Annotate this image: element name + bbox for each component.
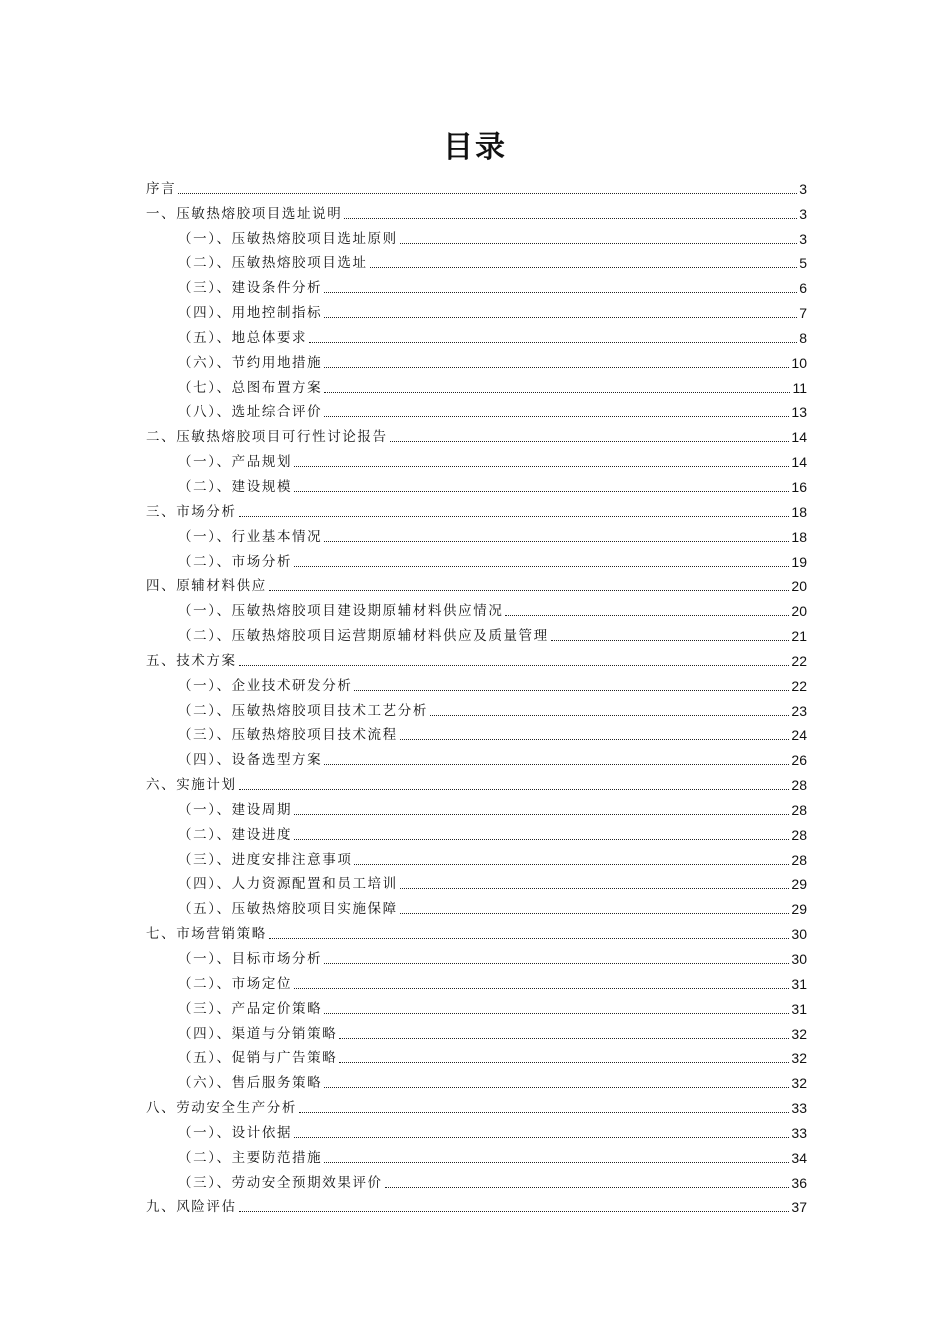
toc-section-entry[interactable] <box>146 1143 807 1168</box>
toc-chapter-entry[interactable] <box>146 199 807 224</box>
toc-section-entry[interactable] <box>146 969 807 994</box>
toc-entry-title: （三）、产品定价策略 <box>178 1000 323 1017</box>
toc-section-entry[interactable] <box>146 1019 807 1044</box>
toc-dot-leader <box>299 1112 789 1113</box>
toc-dot-leader <box>324 392 790 393</box>
toc-page-number: 37 <box>791 1199 807 1216</box>
toc-entry-title: 九、风险评估 <box>146 1199 237 1216</box>
toc-dot-leader <box>400 739 790 740</box>
toc-section-entry[interactable] <box>146 745 807 770</box>
toc-section-entry[interactable] <box>146 1118 807 1143</box>
toc-entry-title: 三、市场分析 <box>146 503 237 520</box>
toc-dot-leader <box>309 342 797 343</box>
toc-entry-title: （一）、企业技术研发分析 <box>178 677 353 694</box>
toc-section-entry[interactable] <box>146 398 807 423</box>
toc-entry-title: （三）、劳动安全预期效果评价 <box>178 1174 383 1191</box>
toc-entry-title: （二）、市场分析 <box>178 553 293 570</box>
toc-list <box>146 174 807 1217</box>
toc-page-number: 33 <box>791 1124 807 1141</box>
toc-dot-leader <box>269 590 790 591</box>
toc-title: 目录 <box>443 130 507 165</box>
toc-section-entry[interactable] <box>146 721 807 746</box>
toc-page-number: 30 <box>791 951 807 967</box>
toc-entry-title: （二）、市场定位 <box>178 975 293 992</box>
toc-section-entry[interactable] <box>146 348 807 373</box>
toc-section-entry[interactable] <box>146 894 807 919</box>
toc-page-number: 19 <box>791 553 807 570</box>
toc-dot-leader <box>339 1062 789 1063</box>
toc-page-number: 32 <box>791 1025 807 1042</box>
toc-page-number: 28 <box>791 777 807 794</box>
toc-dot-leader <box>324 1162 789 1163</box>
toc-chapter-entry[interactable] <box>146 919 807 944</box>
toc-dot-leader <box>324 367 789 368</box>
toc-dot-leader <box>239 665 790 666</box>
toc-entry-title: （一）、建设周期 <box>178 801 293 818</box>
toc-section-entry[interactable] <box>146 522 807 547</box>
toc-page-number: 16 <box>791 478 807 495</box>
toc-entry-title: 一、压敏热熔胶项目选址说明 <box>146 205 343 222</box>
toc-page-number: 3 <box>799 230 807 247</box>
toc-entry-title: （五）、促销与广告策略 <box>178 1050 338 1067</box>
toc-entry-title: （三）、进度安排注意事项 <box>178 851 353 868</box>
toc-dot-leader <box>178 193 797 194</box>
toc-page-number: 32 <box>791 1050 807 1067</box>
toc-section-entry[interactable] <box>146 596 807 621</box>
toc-entry-title: （四）、设备选型方案 <box>178 752 323 769</box>
toc-page-number: 36 <box>791 1174 807 1191</box>
toc-page-number: 32 <box>791 1075 807 1092</box>
toc-page-number: 22 <box>791 677 807 694</box>
toc-chapter-entry[interactable] <box>146 497 807 522</box>
toc-section-entry[interactable] <box>146 870 807 895</box>
toc-entry-title: （二）、压敏热熔胶项目选址 <box>178 255 368 272</box>
toc-dot-leader <box>294 491 789 492</box>
toc-section-entry[interactable] <box>146 621 807 646</box>
toc-dot-leader <box>324 541 789 542</box>
toc-chapter-entry[interactable] <box>146 770 807 795</box>
toc-page-number: 28 <box>791 851 807 868</box>
toc-page-number: 26 <box>791 752 807 769</box>
toc-entry-title: （四）、渠道与分销策略 <box>178 1025 338 1042</box>
toc-section-entry[interactable] <box>146 1044 807 1069</box>
toc-section-entry[interactable] <box>146 820 807 845</box>
toc-page-number: 31 <box>791 975 807 992</box>
toc-page-number: 28 <box>791 801 807 818</box>
toc-dot-leader <box>294 466 789 467</box>
toc-page-number: 6 <box>799 280 807 297</box>
toc-dot-leader <box>239 1211 790 1212</box>
toc-section-entry[interactable] <box>146 994 807 1019</box>
toc-dot-leader <box>370 267 798 268</box>
toc-section-entry[interactable] <box>146 696 807 721</box>
toc-page-number: 33 <box>791 1100 807 1117</box>
toc-dot-leader <box>294 839 789 840</box>
toc-entry-title: （三）、建设条件分析 <box>178 280 323 297</box>
toc-entry-title: 六、实施计划 <box>146 777 237 794</box>
toc-page-number: 14 <box>791 454 807 471</box>
toc-entry-title: （四）、人力资源配置和员工培训 <box>178 876 398 893</box>
toc-page-number: 23 <box>791 702 807 719</box>
toc-section-entry[interactable] <box>146 944 807 969</box>
toc-dot-leader <box>324 292 797 293</box>
toc-dot-leader <box>324 1013 789 1014</box>
toc-entry-title: （五）、地总体要求 <box>178 329 308 346</box>
toc-dot-leader <box>239 516 790 517</box>
toc-entry-title: 八、劳动安全生产分析 <box>146 1100 297 1117</box>
toc-section-entry[interactable] <box>146 273 807 298</box>
toc-entry-title: （一）、压敏热熔胶项目选址原则 <box>178 230 398 247</box>
toc-entry-title: （一）、设计依据 <box>178 1124 293 1141</box>
toc-page-number: 21 <box>791 628 807 645</box>
toc-entry-title: （二）、建设进度 <box>178 826 293 843</box>
toc-entry-title: （二）、主要防范措施 <box>178 1149 323 1166</box>
toc-page-number: 29 <box>791 901 807 918</box>
toc-dot-leader <box>294 814 789 815</box>
toc-page-number: 7 <box>799 305 807 322</box>
toc-chapter-entry[interactable] <box>146 174 807 199</box>
toc-dot-leader <box>339 1038 789 1039</box>
toc-section-entry[interactable] <box>146 795 807 820</box>
toc-section-entry[interactable] <box>146 547 807 572</box>
toc-page-number: 3 <box>799 205 807 222</box>
toc-entry-title: （五）、压敏热熔胶项目实施保障 <box>178 901 398 918</box>
toc-entry-title: （一）、压敏热熔胶项目建设期原辅材料供应情况 <box>178 603 504 620</box>
toc-section-entry[interactable] <box>146 249 807 274</box>
toc-page-number: 22 <box>791 652 807 669</box>
toc-dot-leader <box>294 1137 789 1138</box>
toc-section-entry[interactable] <box>146 373 807 398</box>
toc-section-entry[interactable] <box>146 323 807 348</box>
toc-dot-leader <box>505 615 789 616</box>
toc-chapter-entry[interactable] <box>146 422 807 447</box>
toc-entry-title: （一）、目标市场分析 <box>178 951 323 967</box>
toc-dot-leader <box>324 416 789 417</box>
toc-dot-leader <box>430 715 789 716</box>
toc-chapter-entry[interactable] <box>146 1193 807 1218</box>
toc-page-number: 18 <box>791 503 807 520</box>
toc-entry-title: （二）、压敏热熔胶项目运营期原辅材料供应及质量管理 <box>178 628 549 645</box>
toc-dot-leader <box>324 317 797 318</box>
toc-dot-leader <box>294 988 789 989</box>
toc-dot-leader <box>400 888 790 889</box>
toc-entry-title: （一）、产品规划 <box>178 454 293 471</box>
toc-page-number: 3 <box>799 180 807 197</box>
toc-page-number: 5 <box>799 255 807 272</box>
toc-section-entry[interactable] <box>146 224 807 249</box>
toc-page-number: 34 <box>791 1149 807 1166</box>
toc-entry-title: （二）、建设规模 <box>178 478 293 495</box>
toc-dot-leader <box>324 963 789 964</box>
toc-section-entry[interactable] <box>146 472 807 497</box>
toc-entry-title: 七、市场营销策略 <box>146 926 267 943</box>
toc-page-number: 29 <box>791 876 807 893</box>
toc-entry-title: （七）、总图布置方案 <box>178 379 323 396</box>
toc-entry-title: 四、原辅材料供应 <box>146 578 267 595</box>
toc-page-number: 10 <box>791 354 807 371</box>
toc-page-number: 20 <box>791 603 807 620</box>
toc-chapter-entry[interactable] <box>146 646 807 671</box>
toc-dot-leader <box>400 913 790 914</box>
toc-page-number: 30 <box>791 926 807 943</box>
toc-entry-title: （八）、选址综合评价 <box>178 404 323 421</box>
toc-dot-leader <box>385 1187 790 1188</box>
toc-dot-leader <box>551 640 790 641</box>
toc-entry-title: （二）、压敏热熔胶项目技术工艺分析 <box>178 702 428 719</box>
toc-page-number: 24 <box>791 727 807 744</box>
toc-dot-leader <box>324 764 789 765</box>
toc-entry-title: 序言 <box>146 180 177 197</box>
toc-entry-title: 五、技术方案 <box>146 652 237 669</box>
toc-entry-title: （三）、压敏热熔胶项目技术流程 <box>178 727 398 744</box>
toc-entry-title: （六）、售后服务策略 <box>178 1075 323 1092</box>
toc-dot-leader <box>269 938 790 939</box>
toc-page-number: 20 <box>791 578 807 595</box>
toc-section-entry[interactable] <box>146 1068 807 1093</box>
toc-dot-leader <box>324 1087 789 1088</box>
toc-page-number: 18 <box>791 528 807 545</box>
toc-dot-leader <box>400 243 797 244</box>
toc-page-number: 14 <box>791 429 807 446</box>
toc-page-number: 8 <box>799 329 807 346</box>
toc-page-number: 31 <box>791 1000 807 1017</box>
toc-dot-leader <box>239 789 790 790</box>
toc-section-entry[interactable] <box>146 298 807 323</box>
toc-section-entry[interactable] <box>146 671 807 696</box>
toc-dot-leader <box>354 690 789 691</box>
toc-page-number: 28 <box>791 826 807 843</box>
toc-chapter-entry[interactable] <box>146 1093 807 1118</box>
toc-dot-leader <box>354 864 789 865</box>
toc-entry-title: （一）、行业基本情况 <box>178 528 323 545</box>
toc-chapter-entry[interactable] <box>146 572 807 597</box>
toc-entry-title: （四）、用地控制指标 <box>178 305 323 322</box>
toc-page-number: 13 <box>791 404 807 421</box>
toc-section-entry[interactable] <box>146 1168 807 1193</box>
toc-page-number: 11 <box>792 379 807 396</box>
toc-dot-leader <box>390 441 790 442</box>
toc-dot-leader <box>294 566 789 567</box>
toc-section-entry[interactable] <box>146 845 807 870</box>
toc-section-entry[interactable] <box>146 447 807 472</box>
toc-entry-title: （六）、节约用地措施 <box>178 354 323 371</box>
toc-entry-title: 二、压敏热熔胶项目可行性讨论报告 <box>146 429 388 446</box>
toc-dot-leader <box>344 218 797 219</box>
